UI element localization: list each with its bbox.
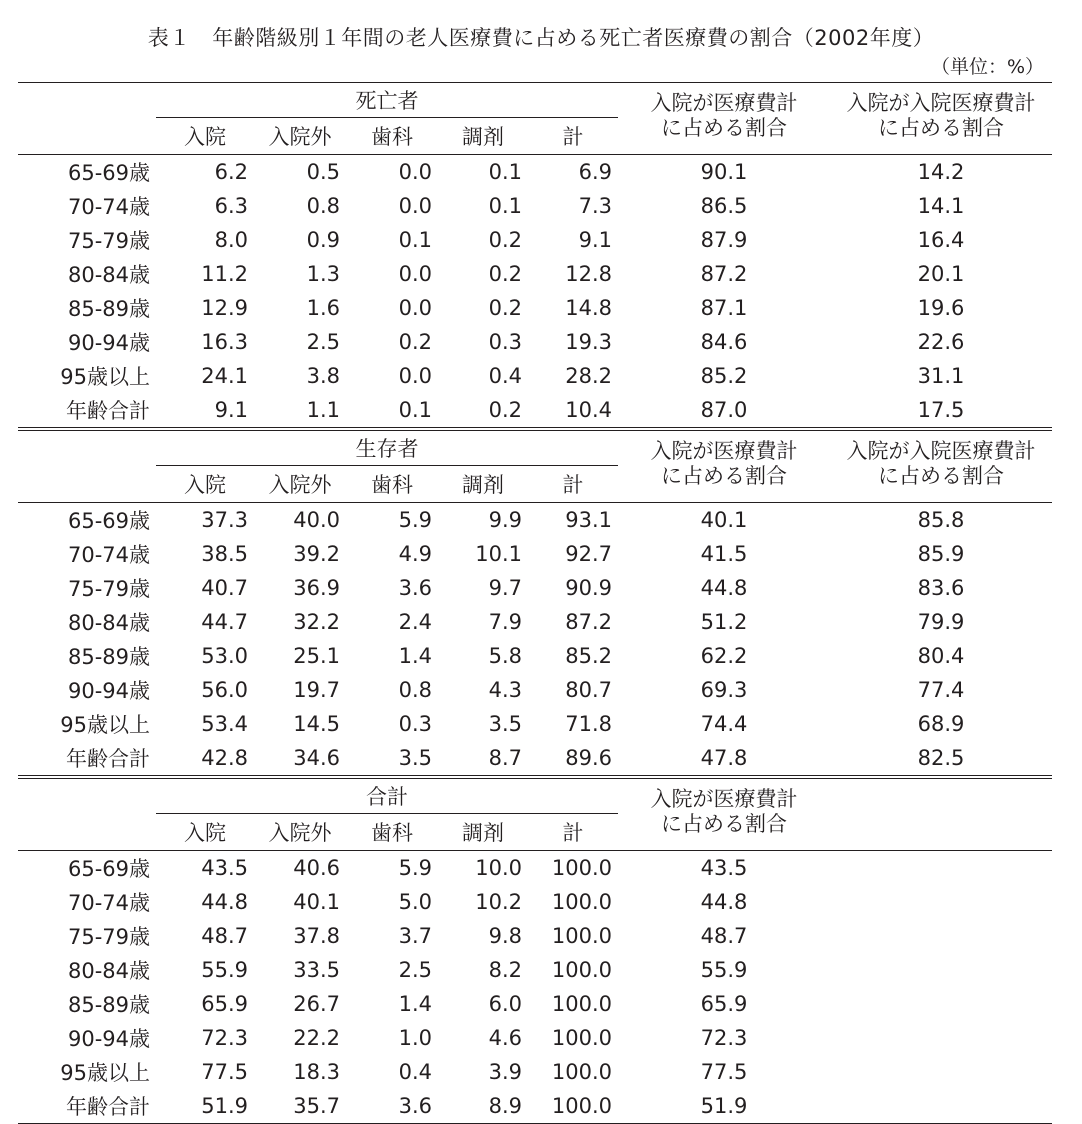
ratio-share-cell: 68.9 [917,712,965,736]
column-header: 入院 [156,466,254,503]
ratio-inpatient-line1: 入院が医療費計 [650,786,798,811]
ratio-inpatient-cell: 62.2 [700,644,748,668]
column-header: 入院 [156,118,254,155]
value-cell: 100.0 [551,924,613,948]
age-group-cell: 90-94歳 [67,331,150,355]
value-cell: 0.2 [488,228,522,252]
value-cell: 0.0 [398,194,432,218]
value-cell: 44.8 [201,890,248,914]
value-cell: 77.5 [201,1060,248,1084]
age-group-cell: 75-79歳 [67,229,150,253]
ratio-share-cell: 14.2 [917,160,965,184]
value-cell: 0.1 [346,393,438,429]
ratio-inpatient-line2: に占める割合 [661,463,788,488]
ratio-inpatient-cell: 43.5 [700,856,748,880]
ratio-share-cell: 16.4 [917,228,965,252]
table-row [18,155,1052,190]
value-cell: 42.8 [156,741,254,777]
value-cell: 12.9 [201,296,248,320]
value-cell: 0.2 [488,262,522,286]
value-cell: 10.0 [475,856,522,880]
ratio-inpatient-cell: 55.9 [700,958,748,982]
value-cell: 4.3 [488,678,522,702]
value-cell: 0.0 [398,296,432,320]
value-cell: 5.9 [398,508,432,532]
table-row [18,291,1052,325]
value-cell: 53.0 [201,644,248,668]
ratio-inpatient-cell: 41.5 [700,542,748,566]
value-cell: 24.1 [201,364,248,388]
value-cell: 51.9 [156,1089,254,1124]
ratio-inpatient-header [618,777,830,851]
column-header: 計 [528,814,618,851]
ratio-share-cell [830,953,1052,987]
table-title: 表１ 年齢階級別１年間の老人医療費に占める死亡者医療費の割合（2002年度） [147,26,935,50]
value-cell: 9.9 [488,508,522,532]
header-blank [18,83,156,155]
value-cell: 39.2 [293,542,340,566]
column-header: 調剤 [438,118,528,155]
ratio-share-cell: 19.6 [917,296,965,320]
table-row [18,257,1052,291]
value-cell: 4.6 [488,1026,522,1050]
value-cell: 36.9 [293,576,340,600]
value-cell: 25.1 [293,644,340,668]
value-cell: 5.8 [488,644,522,668]
table-row [18,605,1052,639]
ratio-share-cell: 17.5 [830,393,1052,429]
ratio-inpatient-cell: 44.8 [700,890,748,914]
table-row [18,741,1052,777]
column-header: 計 [528,466,618,503]
age-group-cell: 85-89歳 [67,993,150,1017]
table-row [18,885,1052,919]
value-cell: 3.6 [398,576,432,600]
ratio-inpatient-cell: 87.9 [700,228,748,252]
table-row [18,503,1052,538]
value-cell: 53.4 [201,712,248,736]
ratio-share-header [830,83,1052,155]
value-cell: 89.6 [528,741,618,777]
value-cell: 100.0 [551,958,613,982]
ratio-share-cell: 85.9 [917,542,965,566]
age-group-cell: 90-94歳 [67,679,150,703]
value-cell: 6.0 [488,992,522,1016]
table-row [18,223,1052,257]
table-row [18,1055,1052,1089]
ratio-inpatient-cell: 86.5 [700,194,748,218]
value-cell: 85.2 [565,644,613,668]
value-cell: 44.7 [201,610,248,634]
ratio-inpatient-cell: 87.0 [618,393,830,429]
ratio-inpatient-cell: 77.5 [700,1060,748,1084]
value-cell: 9.7 [488,576,522,600]
age-group-cell: 80-84歳 [67,611,150,635]
table-row [18,393,1052,429]
value-cell: 11.2 [201,262,248,286]
table-row [18,571,1052,605]
value-cell: 1.3 [306,262,340,286]
value-cell: 9.1 [156,393,254,429]
value-cell: 40.1 [293,890,340,914]
value-cell: 100.0 [551,1060,613,1084]
age-group-cell: 65-69歳 [67,857,150,881]
value-cell: 87.2 [565,610,613,634]
value-cell: 100.0 [551,890,613,914]
ratio-inpatient-cell: 87.2 [700,262,748,286]
value-cell: 37.3 [201,508,248,532]
value-cell: 3.8 [306,364,340,388]
ratio-inpatient-cell: 40.1 [700,508,748,532]
column-header: 入院外 [254,118,346,155]
age-group-cell: 年齢合計 [18,1089,156,1124]
value-cell: 65.9 [201,992,248,1016]
value-cell: 0.1 [488,160,522,184]
age-group-cell: 90-94歳 [67,1027,150,1051]
value-cell: 1.4 [398,992,432,1016]
ratio-inpatient-cell: 44.8 [700,576,748,600]
value-cell: 19.7 [293,678,340,702]
value-cell: 0.2 [438,393,528,429]
ratio-share-cell [830,1055,1052,1089]
ratio-share-line2: に占める割合 [878,463,1005,488]
value-cell: 1.6 [306,296,340,320]
value-cell: 22.2 [293,1026,340,1050]
ratio-share-cell [830,851,1052,886]
value-cell: 28.2 [565,364,613,388]
ratio-share-cell: 77.4 [917,678,965,702]
column-header: 入院外 [254,814,346,851]
value-cell: 0.1 [488,194,522,218]
value-cell: 3.6 [346,1089,438,1124]
column-header: 歯科 [346,466,438,503]
value-cell: 0.8 [306,194,340,218]
value-cell: 8.9 [438,1089,528,1124]
ratio-inpatient-cell: 65.9 [700,992,748,1016]
ratio-inpatient-cell: 72.3 [700,1026,748,1050]
table-row [18,1089,1052,1124]
value-cell: 0.8 [398,678,432,702]
ratio-inpatient-line2: に占める割合 [661,115,788,140]
value-cell: 55.9 [201,958,248,982]
value-cell: 0.3 [488,330,522,354]
value-cell: 8.0 [214,228,248,252]
value-cell: 4.9 [398,542,432,566]
ratio-inpatient-header [618,83,830,155]
table-row [18,1021,1052,1055]
value-cell: 0.5 [306,160,340,184]
ratio-share-cell [830,987,1052,1021]
ratio-share-header [830,429,1052,503]
ratio-inpatient-cell: 74.4 [700,712,748,736]
age-group-cell: 65-69歳 [67,161,150,185]
column-header: 入院外 [254,466,346,503]
value-cell: 0.2 [398,330,432,354]
column-header: 入院 [156,814,254,851]
value-cell: 8.7 [438,741,528,777]
value-cell: 3.7 [398,924,432,948]
value-cell: 92.7 [565,542,613,566]
ratio-inpatient-cell: 48.7 [700,924,748,948]
header-blank [18,777,156,851]
ratio-inpatient-cell: 51.2 [700,610,748,634]
section-header-row [18,83,1052,118]
ratio-share-cell: 31.1 [917,364,965,388]
table-row [18,987,1052,1021]
value-cell: 0.1 [398,228,432,252]
value-cell: 100.0 [551,992,613,1016]
column-header: 計 [528,118,618,155]
value-cell: 56.0 [201,678,248,702]
value-cell: 33.5 [293,958,340,982]
value-cell: 10.2 [475,890,522,914]
value-cell: 6.3 [214,194,248,218]
table-row [18,639,1052,673]
ratio-share-cell: 82.5 [830,741,1052,777]
value-cell: 72.3 [201,1026,248,1050]
age-group-cell: 85-89歳 [67,645,150,669]
ratio-inpatient-cell: 84.6 [700,330,748,354]
ratio-inpatient-header [618,429,830,503]
age-group-cell: 75-79歳 [67,925,150,949]
value-cell: 38.5 [201,542,248,566]
value-cell: 5.9 [398,856,432,880]
value-cell: 5.0 [398,890,432,914]
age-group-cell: 95歳以上 [60,365,150,389]
section-header-row [18,777,1052,814]
value-cell: 35.7 [254,1089,346,1124]
age-group-cell: 80-84歳 [67,263,150,287]
ratio-share-cell: 80.4 [917,644,965,668]
value-cell: 90.9 [565,576,613,600]
ratio-share-cell [830,1021,1052,1055]
value-cell: 80.7 [565,678,613,702]
ratio-share-cell: 85.8 [917,508,965,532]
table-row [18,953,1052,987]
unit-label: （単位：%） [930,56,1044,78]
value-cell: 6.2 [214,160,248,184]
value-cell: 40.0 [293,508,340,532]
value-cell: 34.6 [254,741,346,777]
value-cell: 1.4 [398,644,432,668]
value-cell: 14.5 [293,712,340,736]
value-cell: 10.1 [475,542,522,566]
value-cell: 16.3 [201,330,248,354]
ratio-inpatient-line1: 入院が医療費計 [650,438,798,463]
value-cell: 93.1 [565,508,613,532]
table-row [18,707,1052,741]
ratio-share-cell [830,919,1052,953]
age-group-cell: 70-74歳 [67,195,150,219]
ratio-inpatient-cell: 87.1 [700,296,748,320]
ratio-inpatient-cell: 85.2 [700,364,748,388]
value-cell: 9.1 [578,228,613,252]
value-cell: 0.4 [488,364,522,388]
column-header: 調剤 [438,466,528,503]
value-cell: 40.7 [201,576,248,600]
value-cell: 0.4 [398,1060,432,1084]
ratio-share-header [830,777,1052,851]
table-row [18,919,1052,953]
age-group-cell: 年齢合計 [18,393,156,429]
section-label: 合計 [156,777,618,814]
value-cell: 9.8 [488,924,522,948]
age-group-cell: 75-79歳 [67,577,150,601]
value-cell: 0.0 [398,262,432,286]
ratio-share-line1: 入院が入院医療費計 [846,90,1036,115]
ratio-share-line1: 入院が入院医療費計 [846,438,1036,463]
ratio-share-cell [830,885,1052,919]
table-row [18,851,1052,886]
value-cell: 1.0 [398,1026,432,1050]
ratio-share-cell: 20.1 [917,262,965,286]
value-cell: 37.8 [293,924,340,948]
ratio-inpatient-line2: に占める割合 [661,811,788,836]
table-row [18,325,1052,359]
value-cell: 8.2 [488,958,522,982]
column-header: 歯科 [346,118,438,155]
value-cell: 48.7 [201,924,248,948]
medical-cost-table [18,82,1052,1124]
ratio-inpatient-cell: 51.9 [618,1089,830,1124]
table-row [18,189,1052,223]
ratio-share-cell: 14.1 [917,194,965,218]
value-cell: 3.5 [488,712,522,736]
section-header-row [18,429,1052,466]
value-cell: 19.3 [565,330,613,354]
ratio-inpatient-cell: 47.8 [618,741,830,777]
value-cell: 2.5 [398,958,432,982]
value-cell: 7.3 [578,194,613,218]
age-group-cell: 80-84歳 [67,959,150,983]
table-row [18,537,1052,571]
value-cell: 0.2 [488,296,522,320]
ratio-share-cell: 22.6 [917,330,965,354]
value-cell: 7.9 [488,610,522,634]
ratio-share-cell: 79.9 [917,610,965,634]
table-row [18,673,1052,707]
value-cell: 2.4 [398,610,432,634]
age-group-cell: 年齢合計 [18,741,156,777]
value-cell: 0.0 [398,160,432,184]
value-cell: 10.4 [528,393,618,429]
value-cell: 100.0 [528,1089,618,1124]
value-cell: 6.9 [578,160,613,184]
age-group-cell: 95歳以上 [60,713,150,737]
ratio-share-line2: に占める割合 [878,115,1005,140]
section-label: 生存者 [156,429,618,466]
ratio-share-cell [830,1089,1052,1124]
ratio-inpatient-cell: 90.1 [700,160,748,184]
column-header: 調剤 [438,814,528,851]
value-cell: 3.5 [346,741,438,777]
age-group-cell: 65-69歳 [67,509,150,533]
column-header: 歯科 [346,814,438,851]
table-row [18,359,1052,393]
value-cell: 32.2 [293,610,340,634]
value-cell: 40.6 [293,856,340,880]
age-group-cell: 95歳以上 [60,1061,150,1085]
value-cell: 0.9 [306,228,340,252]
header-blank [18,429,156,503]
value-cell: 18.3 [293,1060,340,1084]
age-group-cell: 70-74歳 [67,891,150,915]
value-cell: 100.0 [551,856,613,880]
value-cell: 0.3 [398,712,432,736]
value-cell: 1.1 [254,393,346,429]
ratio-inpatient-cell: 69.3 [700,678,748,702]
value-cell: 12.8 [565,262,613,286]
value-cell: 14.8 [565,296,613,320]
age-group-cell: 85-89歳 [67,297,150,321]
value-cell: 0.0 [398,364,432,388]
age-group-cell: 70-74歳 [67,543,150,567]
ratio-inpatient-line1: 入院が医療費計 [650,90,798,115]
value-cell: 3.9 [488,1060,522,1084]
value-cell: 43.5 [201,856,248,880]
ratio-share-cell: 83.6 [917,576,965,600]
value-cell: 71.8 [565,712,613,736]
section-label: 死亡者 [156,83,618,118]
value-cell: 26.7 [293,992,340,1016]
value-cell: 2.5 [306,330,340,354]
value-cell: 100.0 [551,1026,613,1050]
